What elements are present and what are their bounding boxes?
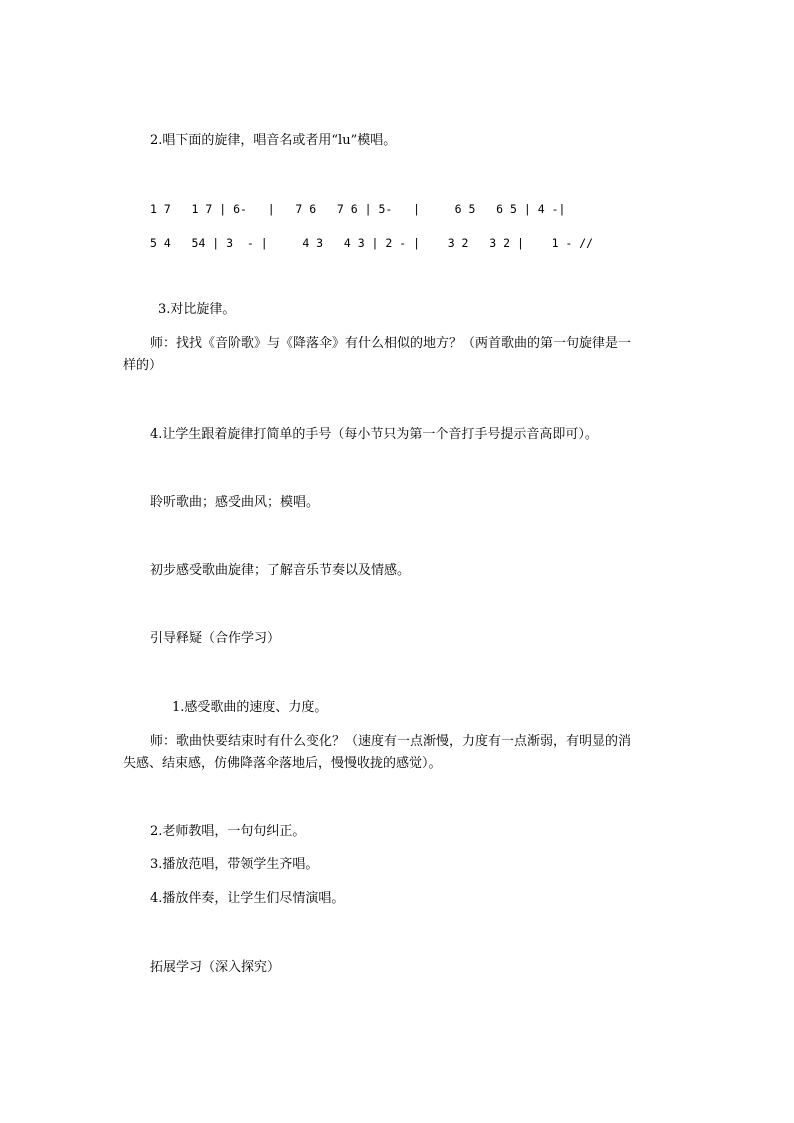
paragraph-speed-dynamics: 1.感受歌曲的速度、力度。 — [172, 700, 328, 715]
paragraph-play-demo: 3.播放范唱，带领学生齐唱。 — [150, 857, 319, 872]
paragraph-teacher-question-2b: 失感、结束感，仿佛降落伞落地后，慢慢收拢的感觉）。 — [123, 756, 442, 771]
paragraph-listen: 聆听歌曲；感受曲风；模唱。 — [150, 495, 320, 510]
paragraph-hand-signs: 4.让学生跟着旋律打简单的手号（每小节只为第一个音打手号提示音高即可）。 — [150, 427, 598, 442]
paragraph-play-accompaniment: 4.播放伴奏，让学生们尽情演唱。 — [150, 891, 345, 906]
paragraph-feel-melody: 初步感受歌曲旋律；了解音乐节奏以及情感。 — [150, 563, 411, 578]
paragraph-teacher-question-1b: 样的） — [123, 358, 163, 373]
paragraph-teacher-question-1a: 师：找找《音阶歌》与《降落伞》有什么相似的地方？（两首歌曲的第一句旋律是一 — [150, 336, 632, 351]
section-heading-extension: 拓展学习（深入探究） — [150, 960, 281, 975]
section-heading-guided: 引导释疑（合作学习） — [150, 631, 281, 646]
paragraph-compare-melody: 3.对比旋律。 — [158, 302, 236, 317]
paragraph-teach-singing: 2.老师教唱，一句句纠正。 — [150, 824, 306, 839]
melody-line-1: 1 7 1 7 | 6- | 7 6 7 6 | 5- | 6 5 6 5 | 4 -| — [150, 202, 566, 216]
paragraph-teacher-question-2a: 师：歌曲快要结束时有什么变化？（速度有一点渐慢，力度有一点渐弱，有明显的消 — [150, 734, 632, 749]
paragraph-sing-melody: 2.唱下面的旋律，唱音名或者用“lu”模唱。 — [150, 133, 397, 148]
melody-line-2: 5 4 54 | 3 - | 4 3 4 3 | 2 - | 3 2 3 2 | 1 - // — [150, 236, 594, 250]
